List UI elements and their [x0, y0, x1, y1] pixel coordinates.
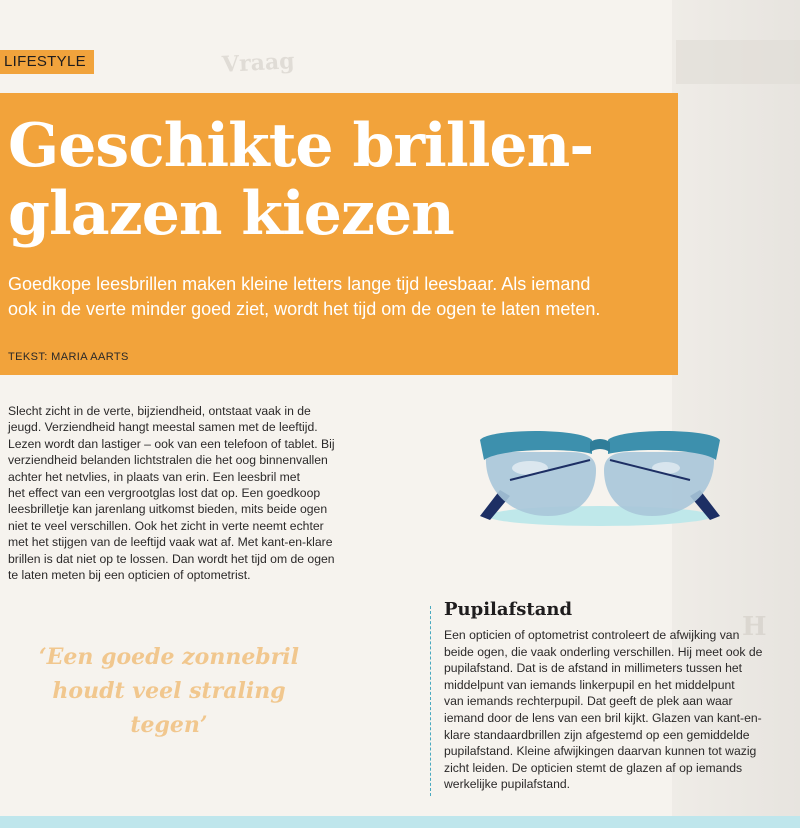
sidebar-title: Pupilafstand — [444, 599, 573, 620]
section-tag: LIFESTYLE — [0, 50, 94, 74]
sidebar-line: Een opticien of optometrist controleert de afwijking van — [444, 628, 740, 642]
sidebar-line: werkelijke pupilafstand. — [444, 777, 571, 792]
body-line: het effect van een vergrootglas lost dat op. Een goedkoop — [8, 486, 321, 501]
body-line: verziendheid belanden lichtstralen die het oog binnenvallen — [8, 453, 328, 468]
sidebar-line: pupilafstand. Kleine afwijkingen daarvan kunnen tot wazig — [444, 744, 757, 759]
body-line: jeugd. Verziendheid hangt meestal samen met de leeftijd. — [8, 420, 318, 435]
sidebar-line: zicht leiden. De opticien stemt de glazen af op iemands — [444, 760, 743, 775]
body-line: Lezen wordt dan lastiger – ook van een telefoon of tablet. Bij — [8, 436, 335, 451]
quote-line: ‘Een goede zonnebril — [38, 644, 299, 670]
quote-line: tegen’ — [130, 712, 208, 738]
intro-line: ook in de verte minder goed ziet, wordt het tijd om de ogen te laten meten. — [8, 299, 601, 319]
sidebar-divider — [430, 606, 431, 796]
page-bottom-edge — [0, 816, 800, 828]
body-line: brillen is dat niet op te lossen. Dan wordt het tijd om de ogen — [8, 551, 335, 566]
article-title — [8, 112, 668, 248]
show-through-text: H — [742, 612, 767, 642]
article-intro — [8, 272, 672, 322]
show-through-text: Vraag — [221, 48, 296, 78]
sunglasses-illustration — [470, 420, 730, 530]
sidebar-line: beide ogen, die vaak onderling verschillen. Hij meet ook de — [444, 644, 763, 659]
body-line: Slecht zicht in de verte, bijziendheid, ontstaat vaak in de — [8, 404, 311, 418]
sidebar-line: middelpunt van iemands linkerpupil en het middelpunt — [444, 677, 735, 692]
body-line: leesbrilletje kan jarenlang uitkomst bieden, mits beide ogen — [8, 502, 328, 517]
article-body — [8, 403, 368, 583]
sidebar-line: klare standaardbrillen zijn afgestemd op een gemiddelde — [444, 727, 750, 742]
byline: TEKST: MARIA AARTS — [8, 351, 129, 363]
body-line: achter het netvlies, in plaats van erin. Een leesbril met — [8, 469, 300, 484]
title-line: Geschikte brillen- — [8, 111, 594, 181]
quote-line: houdt veel straling — [52, 678, 286, 704]
sidebar-line: pupilafstand. Dat is de afstand in millimeters tussen het — [444, 661, 743, 676]
title-line: glazen kiezen — [8, 179, 454, 249]
sidebar-line: iemand door de lens van een bril kijkt. Glazen van kant-en- — [444, 710, 762, 725]
body-line: te laten meten bij een opticien of optometrist. — [8, 568, 251, 583]
intro-line: Goedkope leesbrillen maken kleine letters lange tijd leesbaar. Als iemand — [8, 274, 591, 294]
body-line: met het stijgen van de leeftijd vaak wat af. Met kant-en-klare — [8, 535, 333, 550]
pull-quote — [0, 640, 338, 742]
sidebar-line: van iemands rechterpupil. Dat geeft de plek aan waar — [444, 694, 733, 709]
next-page-strip — [676, 40, 800, 84]
sidebar-body — [444, 627, 794, 793]
body-line: niet te veel verschillen. Ook het zicht in verte neemt echter — [8, 518, 324, 533]
